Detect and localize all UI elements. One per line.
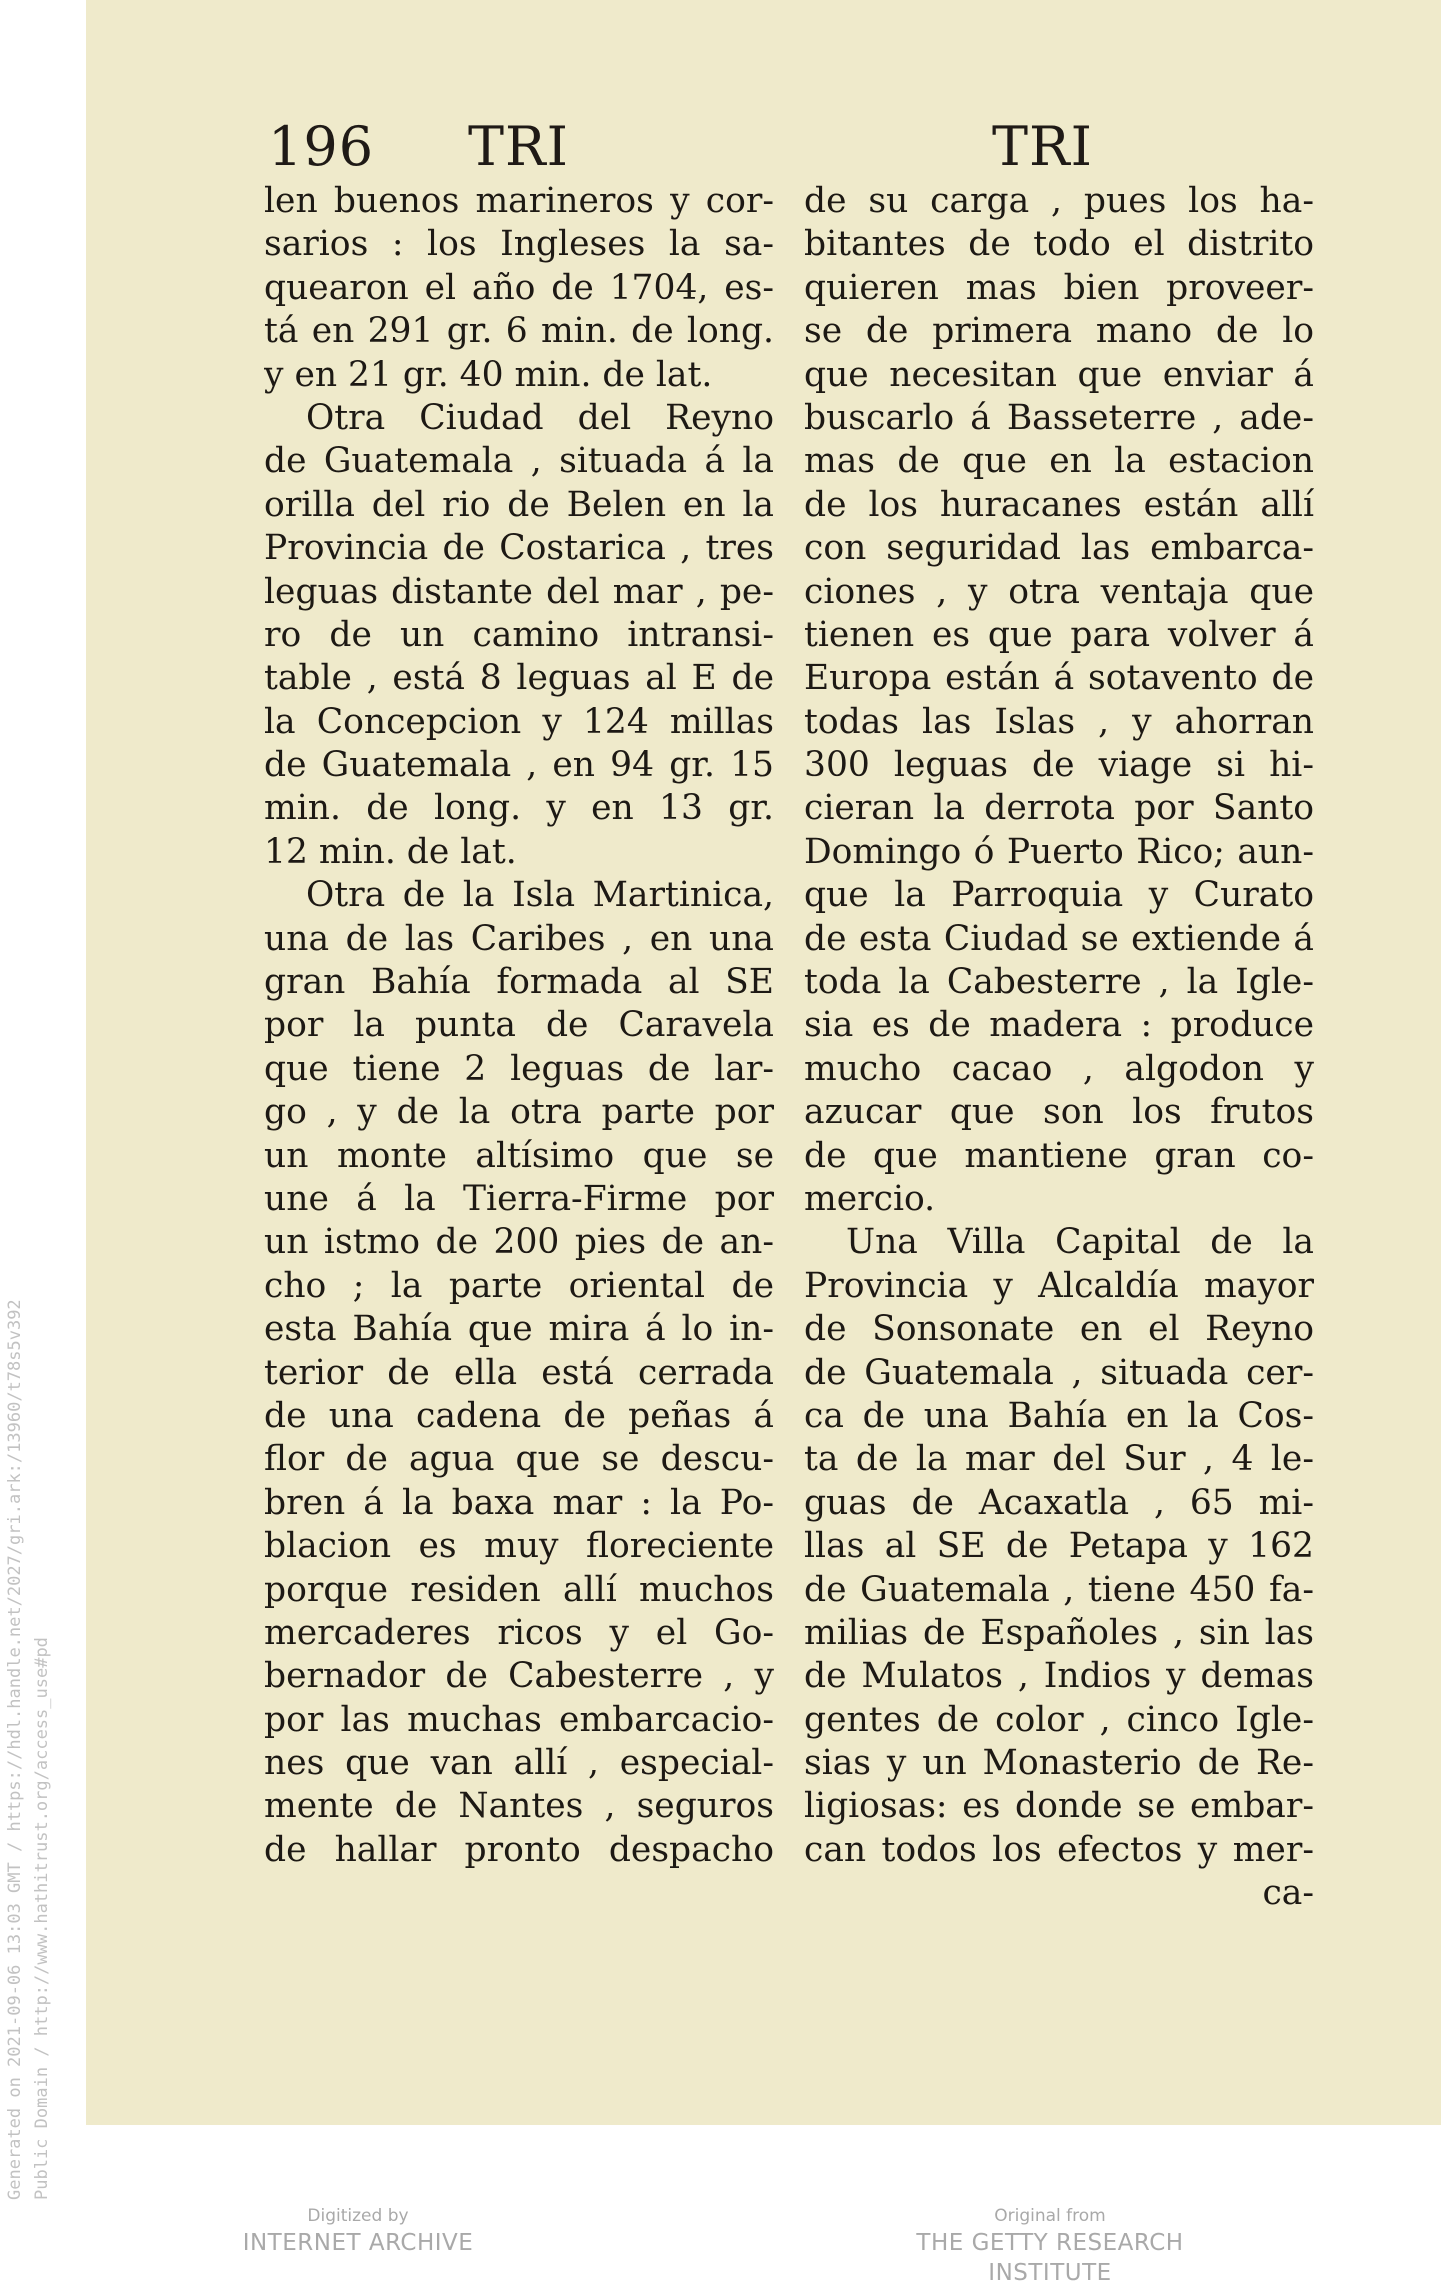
- text-line: de que mantiene gran co-: [804, 1135, 1314, 1176]
- text-line: una de las Caribes , en una: [264, 918, 774, 959]
- text-line: Una Villa Capital de la: [846, 1222, 1314, 1263]
- text-line: nes que van allí , especial-: [264, 1743, 774, 1784]
- text-line: tienen es que para volver á: [804, 614, 1314, 655]
- text-line: blacion es muy floreciente: [264, 1526, 774, 1567]
- text-line: mercio.: [804, 1178, 936, 1219]
- text-line: guas de Acaxatla , 65 mi-: [804, 1482, 1314, 1523]
- text-line: ligiosas: es donde se embar-: [804, 1786, 1314, 1827]
- text-line: mucho cacao , algodon y: [804, 1048, 1314, 1089]
- text-line: gran Bahía formada al SE: [264, 962, 774, 1003]
- text-line: ro de un camino intransi-: [264, 614, 774, 655]
- text-line: 300 leguas de viage si hi-: [804, 745, 1314, 786]
- side-stamp-line-2: Public Domain / http://www.hathitrust.org/access_use#pd: [32, 1637, 52, 2200]
- text-line: Provincia y Alcaldía mayor: [804, 1265, 1314, 1306]
- text-line: Domingo ó Puerto Rico; aun-: [804, 831, 1314, 872]
- text-line: can todos los efectos y mer-: [804, 1829, 1314, 1870]
- right-text-column: [804, 180, 1314, 1916]
- left-text-column: [264, 180, 774, 1872]
- page-number: 196: [268, 115, 375, 178]
- text-line: buscarlo á Basseterre , ade-: [804, 397, 1314, 438]
- text-line: ca de una Bahía en la Cos-: [804, 1395, 1314, 1436]
- text-line: de una cadena de peñas á: [264, 1395, 774, 1436]
- text-line: que tiene 2 leguas de lar-: [264, 1048, 774, 1089]
- digitized-by-label: Digitized by: [307, 2206, 409, 2226]
- text-line: ciones , y otra ventaja que: [804, 571, 1314, 612]
- text-line: se de primera mano de lo: [804, 311, 1314, 352]
- text-line: esta Bahía que mira á lo in-: [264, 1309, 774, 1350]
- text-line: toda la Cabesterre , la Igle-: [804, 962, 1314, 1003]
- text-line: azucar que son los frutos: [804, 1092, 1314, 1133]
- text-line: y en 21 gr. 40 min. de lat.: [264, 354, 713, 395]
- text-line: quieren mas bien proveer-: [804, 267, 1314, 308]
- text-line: milias de Españoles , sin las: [804, 1612, 1314, 1653]
- text-line: todas las Islas , y ahorran: [804, 701, 1314, 742]
- side-stamp-line-1: Generated on 2021-09-06 13:03 GMT / https://hdl.handle.net/2027/gri.ark:/13960/t78s5v392: [5, 1299, 25, 2200]
- text-line: sarios : los Ingleses la sa-: [264, 224, 774, 265]
- text-line: bren á la baxa mar : la Po-: [264, 1482, 774, 1523]
- text-line: bernador de Cabesterre , y: [264, 1656, 774, 1697]
- text-line: que la Parroquia y Curato: [804, 875, 1314, 916]
- internet-archive-label: INTERNET ARCHIVE: [242, 2230, 474, 2256]
- text-line: de Guatemala , en 94 gr. 15: [264, 745, 774, 786]
- text-line: len buenos marineros y cor-: [264, 181, 774, 221]
- left-running-head: TRI: [468, 115, 570, 178]
- text-line: leguas distante del mar , pe-: [264, 571, 774, 612]
- text-line: de Guatemala , tiene 450 fa-: [804, 1569, 1314, 1610]
- text-line: porque residen allí muchos: [264, 1569, 774, 1610]
- catchword: ca-: [1262, 1873, 1314, 1914]
- text-line: de Guatemala , situada cer-: [804, 1352, 1314, 1393]
- text-line: terior de ella está cerrada: [264, 1352, 774, 1393]
- text-line: que necesitan que enviar á: [804, 354, 1314, 395]
- text-line: mercaderes ricos y el Go-: [264, 1612, 774, 1653]
- right-running-head: TRI: [992, 115, 1094, 178]
- text-line: ta de la mar del Sur , 4 le-: [804, 1439, 1314, 1480]
- text-line: de Guatemala , situada á la: [264, 441, 774, 482]
- text-line: Provincia de Costarica , tres: [264, 528, 774, 569]
- text-line: cho ; la parte oriental de: [264, 1265, 774, 1306]
- text-line: de los huracanes están allí: [804, 484, 1314, 525]
- text-line: flor de agua que se descu-: [264, 1439, 774, 1480]
- text-line: bitantes de todo el distrito: [804, 224, 1314, 265]
- text-line: sias y un Monasterio de Re-: [804, 1743, 1314, 1784]
- text-line: cieran la derrota por Santo: [804, 788, 1314, 829]
- text-line: de Sonsonate en el Reyno: [804, 1309, 1314, 1350]
- original-from-label: Original from: [994, 2206, 1106, 2226]
- text-line: min. de long. y en 13 gr.: [264, 788, 774, 829]
- text-line: de esta Ciudad se extiende á: [804, 918, 1314, 959]
- text-line: mas de que en la estacion: [804, 441, 1314, 482]
- text-line: mente de Nantes , seguros: [264, 1786, 774, 1827]
- text-line: Otra Ciudad del Reyno: [306, 397, 774, 438]
- text-line: por las muchas embarcacio-: [264, 1699, 774, 1740]
- text-line: table , está 8 leguas al E de: [264, 658, 774, 699]
- text-line: une á la Tierra-Firme por: [264, 1178, 774, 1219]
- text-line: go , y de la otra parte por: [264, 1092, 774, 1133]
- text-line: 12 min. de lat.: [264, 831, 517, 872]
- text-line: Europa están á sotavento de: [804, 658, 1314, 699]
- text-line: un monte altísimo que se: [264, 1135, 774, 1176]
- text-line: sia es de madera : produce: [804, 1005, 1314, 1046]
- getty-institute-label: THE GETTY RESEARCH INSTITUTE: [916, 2230, 1184, 2286]
- text-line: un istmo de 200 pies de an-: [264, 1222, 774, 1263]
- text-line: con seguridad las embarca-: [804, 528, 1314, 569]
- footer-original-from: [860, 2204, 1240, 2288]
- text-line: quearon el año de 1704, es-: [264, 267, 774, 308]
- text-line: llas al SE de Petapa y 162: [804, 1526, 1314, 1567]
- text-line: gentes de color , cinco Igle-: [804, 1699, 1314, 1740]
- text-line: tá en 291 gr. 6 min. de long.: [264, 311, 774, 352]
- hathitrust-side-stamp: [2, 1299, 56, 2200]
- footer-digitized-by: [208, 2204, 508, 2258]
- text-line: de Mulatos , Indios y demas: [804, 1656, 1314, 1697]
- text-line: la Concepcion y 124 millas: [264, 701, 774, 742]
- text-line: de su carga , pues los ha-: [804, 181, 1314, 221]
- text-line: por la punta de Caravela: [264, 1005, 774, 1046]
- text-line: de hallar pronto despacho: [264, 1829, 774, 1870]
- text-line: orilla del rio de Belen en la: [264, 484, 774, 525]
- text-line: Otra de la Isla Martinica,: [306, 875, 774, 916]
